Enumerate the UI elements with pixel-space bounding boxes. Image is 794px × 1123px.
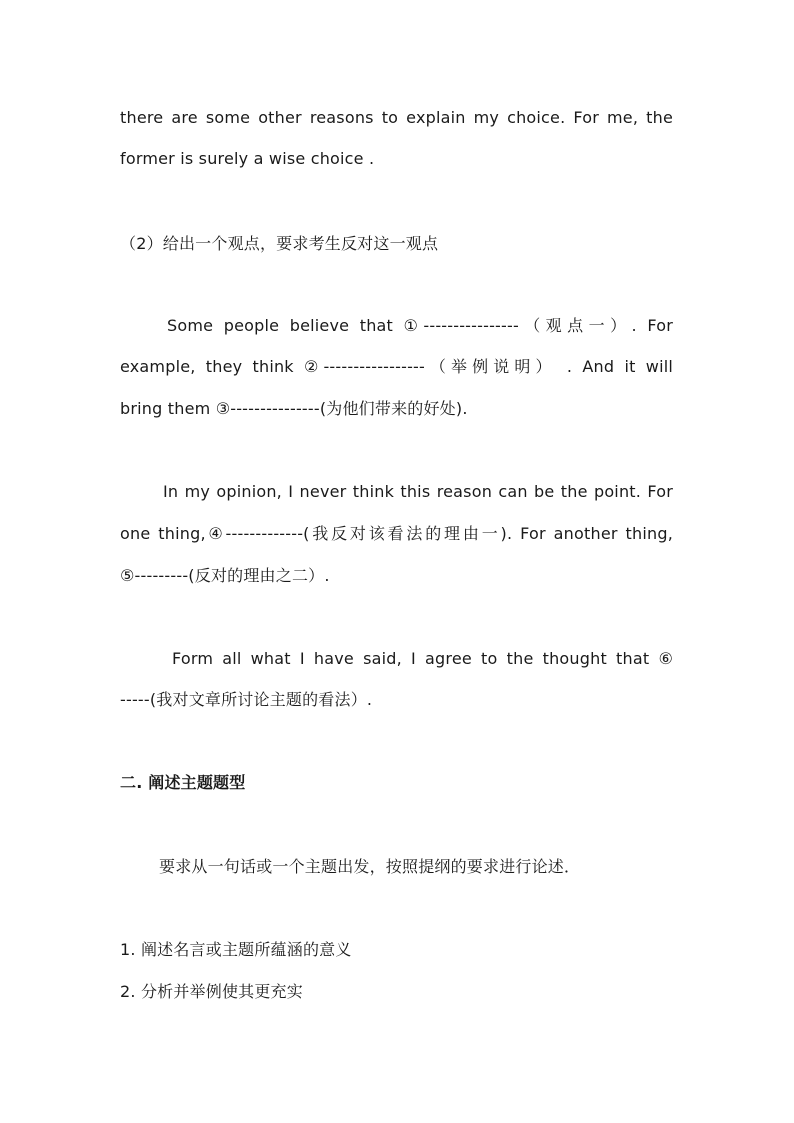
section-two-heading: 二. 阐述主题题型 bbox=[120, 773, 246, 792]
template-b-para3-line2: -----(我对文章所讨论主题的看法）. bbox=[120, 690, 373, 709]
template-b-para1-line3: bring them ③---------------(为他们带来的好处). bbox=[120, 399, 468, 418]
intro-line-2: former is surely a wise choice . bbox=[120, 149, 375, 168]
template-b-para1-line2: example, they think ②-----------------（举例说明） . And it will bbox=[120, 357, 673, 376]
template-b-para2-line2: one thing,④-------------(我反对该看法的理由一). For another thing, bbox=[120, 524, 673, 543]
template-b-para2-line3: ⑤---------(反对的理由之二）. bbox=[120, 566, 330, 585]
step-item-2: 2. 分析并举例使其更充实 bbox=[120, 982, 303, 1001]
template-b-para3-line1: Form all what I have said, I agree to the thought that ⑥ bbox=[172, 649, 673, 668]
template-b-para2-line1: In my opinion, I never think this reason can be the point. For bbox=[163, 482, 673, 501]
section-2-heading: （2）给出一个观点，要求考生反对这一观点 bbox=[120, 234, 439, 253]
intro-line-1: there are some other reasons to explain my choice. For me, the bbox=[120, 108, 673, 127]
section-two-description: 要求从一句话或一个主题出发，按照提纲的要求进行论述． bbox=[159, 857, 581, 876]
template-b-para1-line1: Some people believe that ①----------------（观点一）. For bbox=[167, 316, 673, 335]
step-item-1: 1. 阐述名言或主题所蕴涵的意义 bbox=[120, 940, 352, 959]
